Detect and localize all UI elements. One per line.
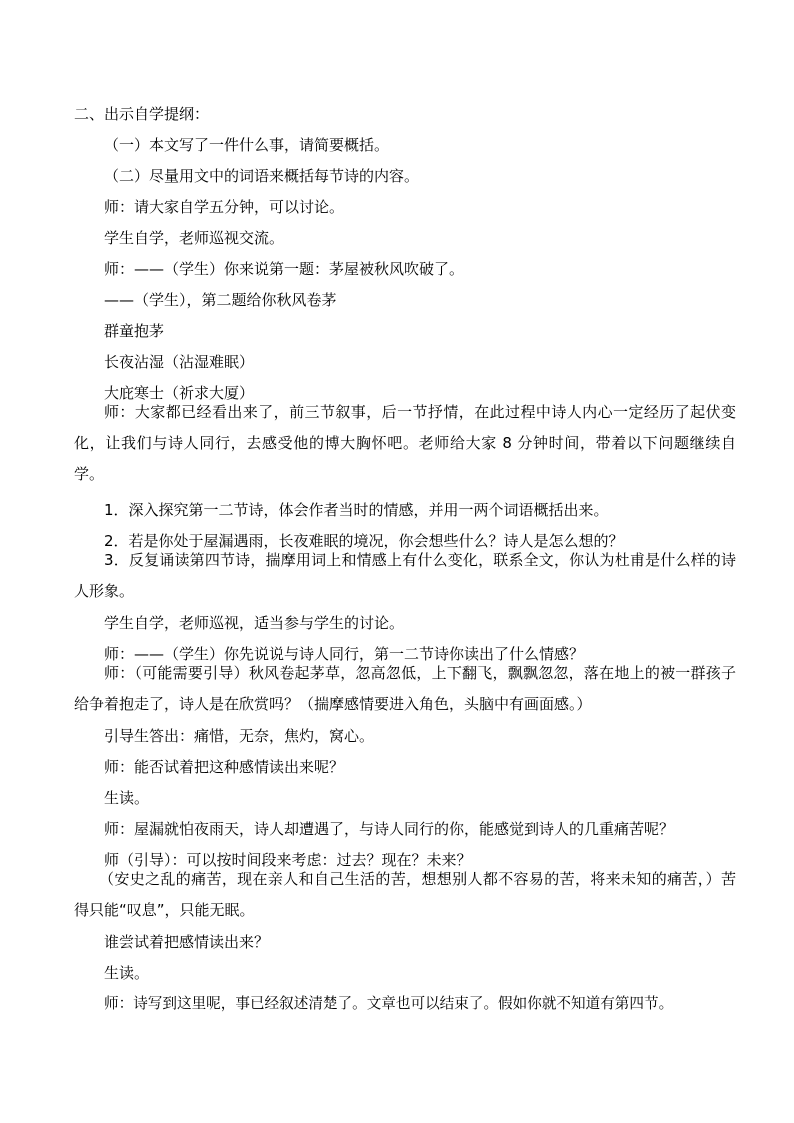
paragraph: 学生自学，老师巡视，适当参与学生的讨论。 bbox=[104, 614, 405, 632]
outline-item-2: （二）尽量用文中的词语来概括每节诗的内容。 bbox=[104, 167, 420, 185]
paragraph-multiline: （安史之乱的痛苦，现在亲人和自己生活的苦，想想别人都不容易的苦，将来未知的痛苦，）苦得只能“叹息”，只能无眠。 bbox=[74, 870, 736, 919]
paragraph: 群童抱茅 bbox=[104, 322, 165, 340]
question-1: 1．深入探究第一二节诗，体会作者当时的情感，并用一两个词语概括出来。 bbox=[104, 501, 609, 519]
outline-item-1: （一）本文写了一件什么事，请简要概括。 bbox=[104, 136, 390, 154]
paragraph-multiline: 师：（可能需要引导）秋风卷起茅草，忽高忽低，上下翻飞，飘飘忽忽，落在地上的被一群孩子给争着抱走了，诗人是在欣赏吗？（揣摩感情要进入角色，头脑中有画面感。） bbox=[74, 664, 736, 713]
paragraph: 师：屋漏就怕夜雨天，诗人却遭遇了，与诗人同行的你，能感觉到诗人的几重痛苦呢？ bbox=[104, 820, 675, 838]
paragraph: 谁尝试着把感情读出来？ bbox=[104, 933, 270, 951]
section-heading: 二、出示自学提纲： bbox=[74, 105, 210, 123]
question-3: 3．反复诵读第四节诗，揣摩用词上和情感上有什么变化，联系全文，你认为杜甫是什么样的诗人形象。 bbox=[74, 551, 736, 600]
paragraph: 师：请大家自学五分钟，可以讨论。 bbox=[104, 198, 345, 216]
paragraph: 大庇寒士（祈求大厦） bbox=[104, 384, 255, 402]
paragraph: 生读。 bbox=[104, 964, 150, 982]
paragraph: 生读。 bbox=[104, 789, 150, 807]
paragraph: 学生自学，老师巡视交流。 bbox=[104, 229, 285, 247]
paragraph: 师：能否试着把这种感情读出来呢？ bbox=[104, 758, 345, 776]
paragraph: 师：——（学生）你先说说与诗人同行，第一二节诗你读出了什么情感？ bbox=[104, 645, 585, 663]
paragraph: 引导生答出：痛惜，无奈，焦灼，窝心。 bbox=[104, 727, 375, 745]
paragraph: 长夜沾湿（沾湿难眠） bbox=[104, 353, 255, 371]
paragraph: 师（引导）：可以按时间段来考虑：过去？现在？未来？ bbox=[104, 851, 472, 869]
paragraph: ——（学生），第二题给你秋风卷茅 bbox=[104, 291, 337, 309]
question-2: 2．若是你处于屋漏遇雨，长夜难眠的境况，你会想些什么？诗人是怎么想的？ bbox=[104, 532, 624, 550]
paragraph-multiline: 师：大家都已经看出来了，前三节叙事，后一节抒情，在此过程中诗人内心一定经历了起伏变化，让我们与诗人同行，去感受他的博大胸怀吧。老师给大家 8 分钟时间，带着以下问题继续自学。 bbox=[74, 403, 736, 483]
paragraph: 师：——（学生）你来说第一题：茅屋被秋风吹破了。 bbox=[104, 260, 465, 278]
paragraph: 师：诗写到这里呢，事已经叙述清楚了。文章也可以结束了。假如你就不知道有第四节。 bbox=[104, 995, 674, 1012]
